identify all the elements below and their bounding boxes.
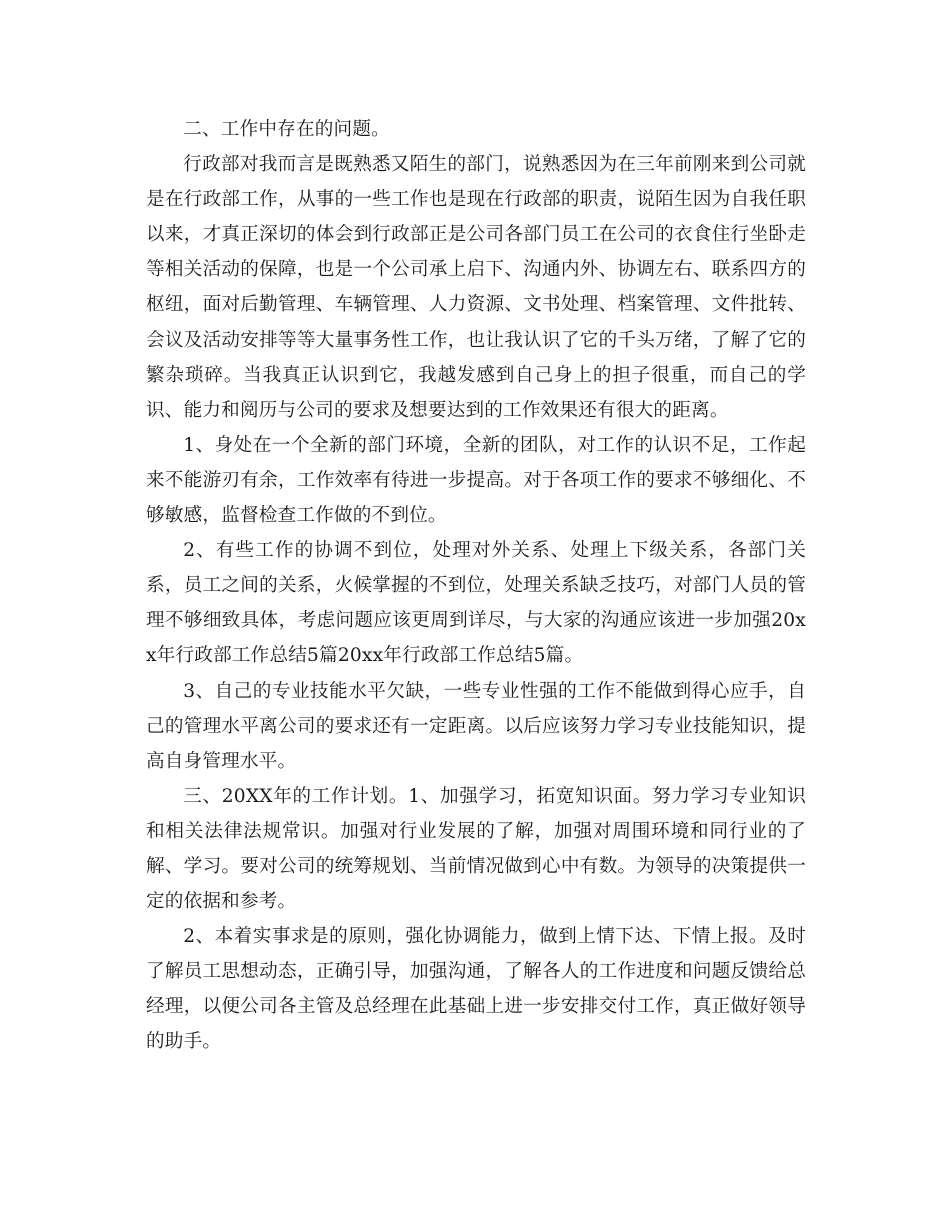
section-work-plan: 三、20XX年的工作计划。1、加强学习，拓宽知识面。努力学习专业知识和相关法律法规常识。加强对行业发展的了解，加强对周围环境和同行业的了解、学习。要对公司的统筹规划、当前情况做到心中有数。为领导的决策提供一定的依据和参考。 — [146, 785, 806, 913]
document-body — [146, 112, 806, 1060]
paragraph-plan-2: 2、本着实事求是的原则，强化协调能力，做到上情下达、下情上报。及时了解员工思想动态，正确引导，加强沟通，了解各人的工作进度和问题反馈给总经理，以便公司各主管及总经理在此基础上进一步安排交付工作，真正做好领导的助手。 — [146, 926, 806, 1053]
paragraph-problem-2: 2、有些工作的协调不到位，处理对外关系、处理上下级关系，各部门关系，员工之间的关系，火候掌握的不到位，处理关系缺乏技巧，对部门人员的管理不够细致具体，考虑问题应该更周到详尽，与大家的沟通应该进一步加强20xx年行政部工作总结5篇20xx年行政部工作总结5篇。 — [146, 540, 806, 667]
paragraph-admin-dept-intro: 行政部对我而言是既熟悉又陌生的部门，说熟悉因为在三年前刚来到公司就是在行政部工作，从事的一些工作也是现在行政部的职责，说陌生因为自我任职以来，才真正深切的体会到行政部正是公司各部门员工在公司的衣食住行坐卧走等相关活动的保障，也是一个公司承上启下、沟通内外、协调左右、联系四方的枢纽，面对后勤管理、车辆管理、人力资源、文书处理、档案管理、文件批转、会议及活动安排等等大量事务性工作，也让我认识了它的千头万绪，了解了它的繁杂琐碎。当我真正认识到它，我越发感到自己身上的担子很重，而自己的学识、能力和阅历与公司的要求及想要达到的工作效果还有很大的距离。 — [146, 154, 806, 421]
paragraph-problem-1: 1、身处在一个全新的部门环境，全新的团队，对工作的认识不足，工作起来不能游刃有余，工作效率有待进一步提高。对于各项工作的要求不够细化、不够敏感，监督检查工作做的不到位。 — [146, 434, 806, 527]
paragraph-problem-3: 3、自己的专业技能水平欠缺，一些专业性强的工作不能做到得心应手，自己的管理水平离公司的要求还有一定距离。以后应该努力学习专业技能知识，提高自身管理水平。 — [146, 680, 806, 772]
section-heading-problems: 二、工作中存在的问题。 — [183, 119, 390, 140]
